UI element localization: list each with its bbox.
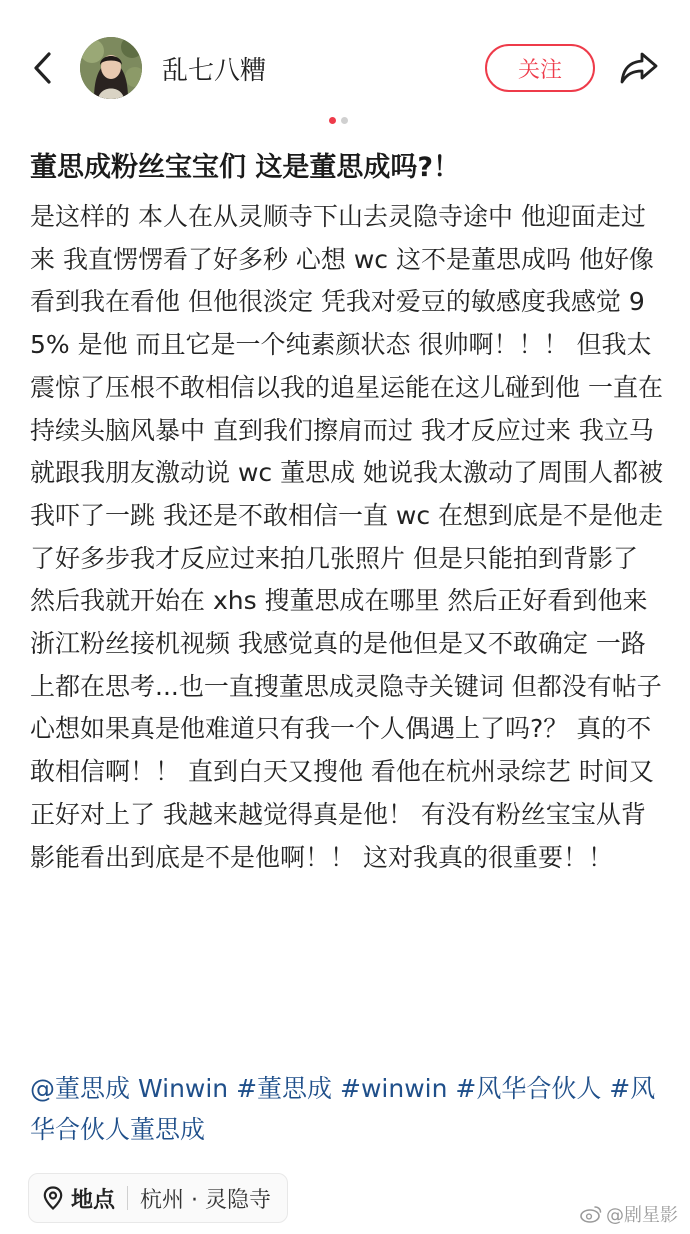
share-icon [618, 48, 660, 88]
mention-tag[interactable]: @董思成 Winwin [30, 1074, 229, 1103]
location-value: 杭州 · 灵隐寺 [140, 1187, 271, 1213]
chevron-left-icon [28, 48, 58, 88]
hashtag[interactable]: #winwin [340, 1074, 448, 1103]
avatar-image [80, 37, 142, 99]
hashtag[interactable]: #董思成 [236, 1074, 333, 1103]
divider [127, 1186, 128, 1210]
post-tags [30, 1068, 668, 1150]
weibo-icon [580, 1205, 602, 1223]
carousel-dot [341, 117, 348, 124]
location-label: 地点 [71, 1187, 116, 1213]
watermark [580, 1201, 678, 1227]
hashtag[interactable]: #风华合伙人董思成 [30, 1074, 656, 1144]
location-chip[interactable] [28, 1173, 288, 1223]
carousel-dot-active [329, 117, 336, 124]
follow-button[interactable]: 关注 [485, 44, 595, 92]
avatar[interactable] [80, 37, 142, 99]
watermark-text: @剧星影 [606, 1205, 678, 1226]
username[interactable]: 乱七八糟 [162, 56, 267, 86]
post-body: 是这样的 本人在从灵顺寺下山去灵隐寺途中 他迎面走过来 我直愣愣看了好多秒 心想 wc 这不是董思成吗 他好像看到我在看他 但他很淡定 凭我对爱豆的敏感度我感觉 95% 是他 而且它是一个纯素颜状态 很帅啊！！！ 但我太震惊了压根不敢相信以我的追星运能在这儿碰到他 一直在持续头脑风暴中 直到我们擦肩而过 我才反应过来 我立马就跟我朋友激动说 wc 董思成 她说我太激动了周围人都被我吓了一跳 我还是不敢相信一直 wc 在想到底是不是他走了好多步我才反应过来拍几张照片 但是只能拍到背影了 然后我就开始在 xhs 搜董思成在哪里 然后正好看到他来浙江粉丝接机视频 我感觉真的是他但是又不敢确定 一路上都在思考...也一直搜董思成灵隐寺关键词 但都没有帖子 心想如果真是他难道只有我一个人偶遇上了吗?？ 真的不敢相信啊！！ 直到白天又搜他 看他在杭州录综艺 时间又正好对上了 我越来越觉得真是他！ 有没有粉丝宝宝从背影能看出到底是不是他啊！！ 这对我真的很重要！！ [30, 202, 664, 872]
carousel-indicator [329, 117, 348, 124]
location-pin-icon [43, 1186, 63, 1210]
post-title: 董思成粉丝宝宝们 这是董思成吗?！ [30, 152, 461, 183]
share-button[interactable] [618, 48, 660, 88]
top-bar [0, 0, 690, 120]
hashtag[interactable]: #风华合伙人 [455, 1074, 602, 1103]
back-button[interactable] [28, 48, 58, 88]
